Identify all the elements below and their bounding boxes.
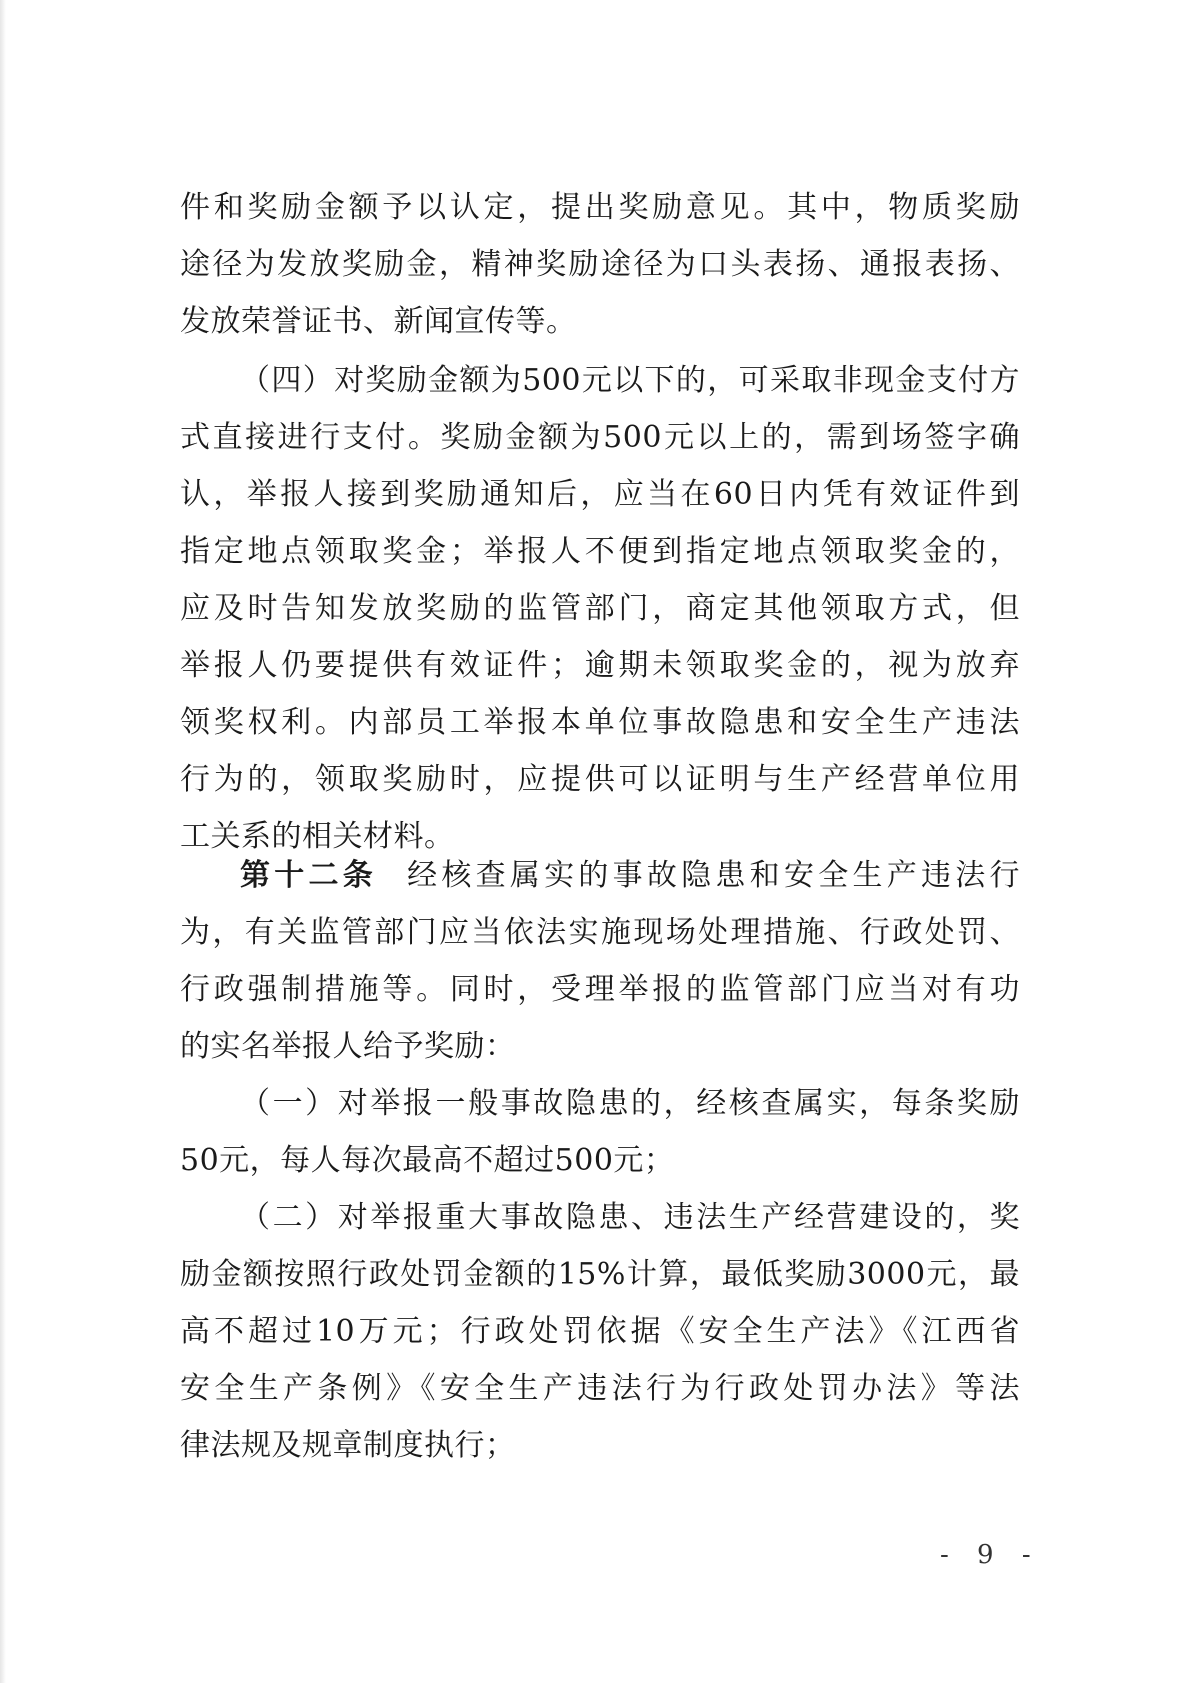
- text-line: 的实名举报人给予奖励：: [180, 1029, 516, 1064]
- article-first-line: [180, 847, 1020, 904]
- page-number: - 9 -: [940, 1540, 1041, 1570]
- text-line: 件和奖励金额予以认定，提出奖励意见。其中，物质奖励: [180, 190, 1020, 225]
- text-line: （一）对举报一般事故隐患的，经核查属实，每条奖励: [240, 1086, 1020, 1121]
- paragraph-continuation: [180, 179, 1020, 350]
- text-line: 途径为发放奖励金，精神奖励途径为口头表扬、通报表扬、: [180, 247, 1020, 282]
- text-line: （四）对奖励金额为500元以下的，可采取非现金支付方: [240, 363, 1020, 398]
- text-line: 发放荣誉证书、新闻宣传等。: [180, 304, 577, 339]
- article-heading: 第十二条: [240, 858, 378, 893]
- article-first-line-text: 经核查属实的事故隐患和安全生产违法行: [407, 858, 1021, 893]
- article-twelve: [180, 847, 1020, 1474]
- text-line: 励金额按照行政处罚金额的15%计算，最低奖励3000元，最: [180, 1257, 1020, 1292]
- text-line: 式直接进行支付。奖励金额为500元以上的，需到场签字确: [180, 420, 1020, 455]
- text-line: （二）对举报重大事故隐患、违法生产经营建设的，奖: [240, 1200, 1020, 1235]
- text-line: 高不超过10万元；行政处罚依据《安全生产法》《江西省: [180, 1314, 1020, 1349]
- text-line: 认，举报人接到奖励通知后，应当在60日内凭有效证件到: [180, 477, 1020, 512]
- text-line: 律法规及规章制度执行；: [180, 1428, 516, 1463]
- text-line: 行政强制措施等。同时，受理举报的监管部门应当对有功: [180, 972, 1020, 1007]
- text-line: 指定地点领取奖金；举报人不便到指定地点领取奖金的，: [180, 534, 1020, 569]
- text-line: 领奖权利。内部员工举报本单位事故隐患和安全生产违法: [180, 705, 1020, 740]
- page-edge-shadow: [0, 0, 6, 1683]
- text-line: 工关系的相关材料。: [180, 819, 455, 854]
- text-line: 举报人仍要提供有效证件；逾期未领取奖金的，视为放弃: [180, 648, 1020, 683]
- text-line: 行为的，领取奖励时，应提供可以证明与生产经营单位用: [180, 762, 1020, 797]
- text-line: 应及时告知发放奖励的监管部门，商定其他领取方式，但: [180, 591, 1020, 626]
- paragraph-item-four: [180, 352, 1020, 865]
- text-line: 为，有关监管部门应当依法实施现场处理措施、行政处罚、: [180, 915, 1020, 950]
- text-line: 50元，每人每次最高不超过500元；: [180, 1143, 675, 1178]
- text-line: 安全生产条例》《安全生产违法行为行政处罚办法》等法: [180, 1371, 1020, 1406]
